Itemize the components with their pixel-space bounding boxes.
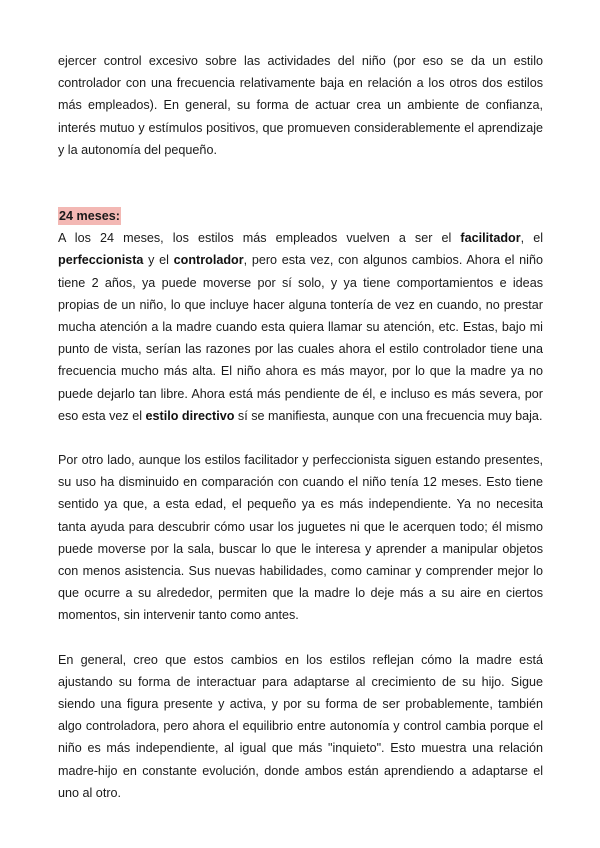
text-run: A los 24 meses, los estilos más empleados vuelven a ser el	[58, 231, 461, 246]
term-controlador: controlador	[173, 253, 244, 268]
paragraph-24-meses	[58, 227, 543, 427]
section-heading: 24 meses:	[59, 209, 120, 224]
section-24-meses	[58, 205, 543, 427]
term-estilo-directivo: estilo directivo	[145, 408, 235, 423]
paragraph-en-general: En general, creo que estos cambios en los estilos reflejan cómo la madre está ajustando su forma de interactuar para adaptarse al crecimiento de su hijo. Sigue siendo una figura presente y activa, y por su forma de ser probablemente, también algo controladora, pero ahora el equilibrio entre autonomía y control cambia porque el niño es más independiente, al igual que más "inquieto". Esto muestra una relación madre-hijo en constante evolución, donde ambos están aprendiendo a adaptarse el uno al otro.	[58, 652, 543, 800]
text-run: sí se manifiesta, aunque con una frecuencia muy baja.	[234, 408, 543, 423]
term-perfeccionista: perfeccionista	[58, 253, 144, 268]
paragraph-intro: ejercer control excesivo sobre las actividades del niño (por eso se da un estilo controlador con una frecuencia relativamente baja en relación a los otros dos estilos más empleados). En general, su forma de actuar crea un ambiente de confianza, interés mutuo y estímulos positivos, que promueven considerablemente el aprendizaje y la autonomía del pequeño.	[58, 54, 543, 157]
text-run: y el	[143, 253, 174, 268]
text-run: , pero esta vez, con algunos cambios. Ahora el niño tiene 2 años, ya puede moverse por sí solo, y ya tiene comportamientos e ideas propias de un niño, lo que incluye hacer alguna tontería de vez en cuando, no prestar mucha atención a la madre cuando esta quiera llamar su atención, etc. Estas, bajo mi punto de vista, serían las razones por las cuales ahora el estilo controlador tiene una frecuencia mucho más alta. El niño ahora es más mayor, por lo que la madre ya no puede dejarlo tan libre. Ahora está más pendiente de él, e incluso es más severa, por eso esta vez el	[58, 253, 543, 423]
text-run: , el	[520, 231, 544, 246]
term-facilitador: facilitador	[460, 231, 521, 246]
paragraph-por-otro-lado: Por otro lado, aunque los estilos facilitador y perfeccionista siguen estando presentes, su uso ha disminuido en comparación con cuando el niño tenía 12 meses. Esto tiene sentido ya que, a esta edad, el pequeño ya es más independiente. Ya no necesita tanta ayuda para descubrir cómo usar los juguetes ni que le acerquen todo; él mismo puede moverse por la sala, buscar lo que le interesa y aprender a manipular objetos con menos asistencia. Sus nuevas habilidades, como caminar y comprender mejor lo que ocurre a su alrededor, permiten que la madre lo deje más a su aire en ciertos momentos, sin intervenir tanto como antes.	[58, 453, 543, 623]
